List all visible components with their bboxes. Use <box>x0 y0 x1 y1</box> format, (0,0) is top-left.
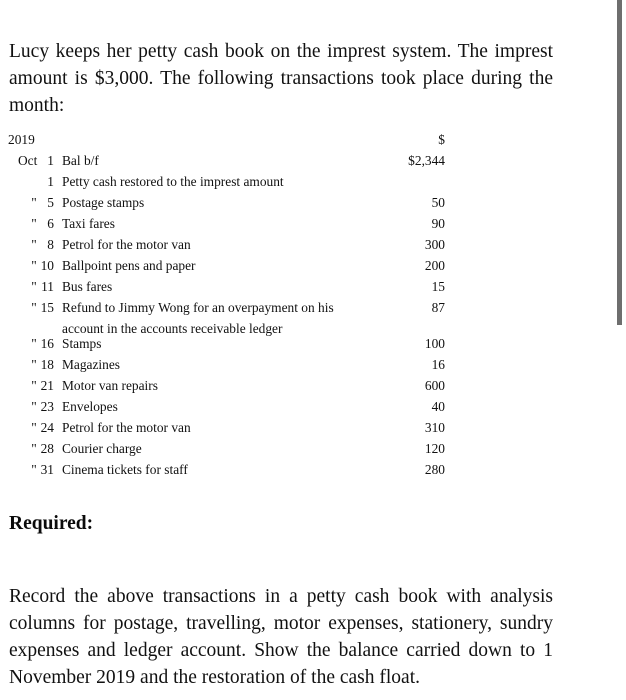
table-row <box>0 255 460 276</box>
row-description-line2: account in the accounts receivable ledger <box>62 321 283 336</box>
row-description: Petrol for the motor van <box>62 420 191 435</box>
row-amount: 120 <box>424 441 445 456</box>
row-amount: 310 <box>424 420 445 435</box>
transactions-table <box>0 129 460 480</box>
required-heading: Required: <box>9 513 94 534</box>
row-ditto-mark: " <box>31 399 37 414</box>
row-amount: 87 <box>431 300 445 315</box>
table-row <box>0 192 460 213</box>
row-ditto-mark: " <box>31 279 37 294</box>
row-description: Stamps <box>62 336 102 351</box>
row-amount: $2,344 <box>408 153 445 168</box>
row-ditto-mark: " <box>31 441 37 456</box>
row-day: 24 <box>40 420 54 435</box>
table-row <box>0 213 460 234</box>
table-row <box>0 459 460 480</box>
row-month: Oct <box>18 153 38 168</box>
table-row <box>0 396 460 417</box>
table-row <box>0 150 460 171</box>
intro-paragraph: Lucy keeps her petty cash book on the imprest system. The imprest amount is $3,000. The following transactions took place during the month: <box>9 40 553 116</box>
row-day: 1 <box>47 153 54 168</box>
row-description: Petty cash restored to the imprest amount <box>62 174 284 189</box>
table-row <box>0 375 460 396</box>
row-description: Courier charge <box>62 441 142 456</box>
row-ditto-mark: " <box>31 258 37 273</box>
row-amount: 280 <box>424 462 445 477</box>
row-ditto-mark: " <box>31 378 37 393</box>
table-currency-header: $ <box>438 132 445 147</box>
task-paragraph: Record the above transactions in a petty cash book with analysis columns for postage, travelling, motor expenses, stationery, sundry expenses and ledger account. Show the balance carried down to 1 November 2019 and the restoration of the cash float. <box>9 585 553 688</box>
row-description: Postage stamps <box>62 195 145 210</box>
row-description: Cinema tickets for staff <box>62 462 188 477</box>
row-description: Magazines <box>62 357 121 372</box>
row-description: Motor van repairs <box>62 378 158 393</box>
row-amount: 40 <box>431 399 445 414</box>
row-description: Petrol for the motor van <box>62 237 191 252</box>
row-ditto-mark: " <box>31 195 37 210</box>
row-ditto-mark: " <box>31 216 37 231</box>
row-description: Ballpoint pens and paper <box>62 258 196 273</box>
row-amount: 90 <box>431 216 445 231</box>
vertical-scrollbar[interactable] <box>616 0 626 700</box>
row-day: 23 <box>40 399 54 414</box>
row-ditto-mark: " <box>31 336 37 351</box>
row-day: 6 <box>47 216 54 231</box>
row-ditto-mark: " <box>31 462 37 477</box>
row-day: 31 <box>40 462 54 477</box>
row-amount: 200 <box>424 258 445 273</box>
table-row <box>0 354 460 375</box>
row-day: 10 <box>40 258 54 273</box>
table-year-label: 2019 <box>8 132 35 147</box>
row-day: 1 <box>47 174 54 189</box>
row-description: Bal b/f <box>62 153 99 168</box>
table-row <box>0 417 460 438</box>
row-description: Envelopes <box>62 399 118 414</box>
row-ditto-mark: " <box>31 237 37 252</box>
table-row <box>0 234 460 255</box>
row-day: 18 <box>40 357 54 372</box>
table-row <box>0 276 460 297</box>
row-amount: 100 <box>424 336 445 351</box>
row-amount: 600 <box>424 378 445 393</box>
table-row <box>0 171 460 192</box>
table-header-row <box>0 129 460 150</box>
row-description: Taxi fares <box>62 216 115 231</box>
row-ditto-mark: " <box>31 357 37 372</box>
row-description-line1: Refund to Jimmy Wong for an overpayment on his <box>62 300 334 315</box>
row-description: Bus fares <box>62 279 113 294</box>
row-amount: 50 <box>431 195 445 210</box>
row-day: 5 <box>47 195 54 210</box>
table-row <box>0 297 460 336</box>
row-day: 15 <box>40 300 54 315</box>
table-row <box>0 333 460 354</box>
row-ditto-mark: " <box>31 300 37 315</box>
row-amount: 300 <box>424 237 445 252</box>
row-day: 16 <box>40 336 54 351</box>
row-ditto-mark: " <box>31 420 37 435</box>
row-day: 11 <box>41 279 54 294</box>
row-amount: 16 <box>431 357 445 372</box>
row-day: 28 <box>40 441 54 456</box>
row-amount: 15 <box>431 279 445 294</box>
row-day: 21 <box>40 378 54 393</box>
table-row <box>0 438 460 459</box>
scrollbar-thumb[interactable] <box>617 0 622 325</box>
row-day: 8 <box>47 237 54 252</box>
